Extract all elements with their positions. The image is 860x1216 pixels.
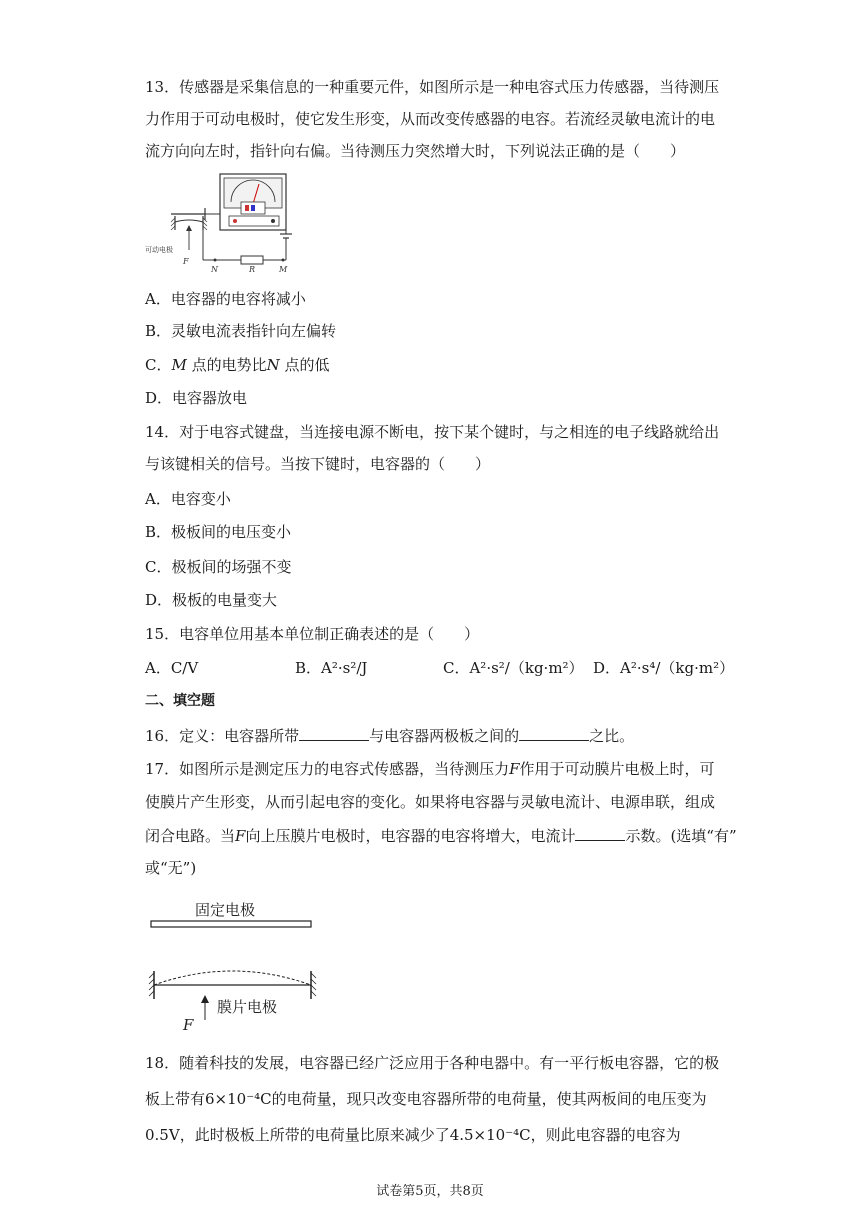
q13-fig-label-electrode: 可动电极 bbox=[145, 246, 173, 254]
q17-line-2: 使膜片产生形变，从而引起电容的变化。如果将电容器与灵敏电流计、电源串联，组成 bbox=[145, 793, 716, 811]
q13-option-a: A．电容器的电容将减小 bbox=[145, 290, 306, 308]
q17-line-3: 闭合电路。当F向上压膜片电极时，电容器的电容将增大，电流计 示数。(选填“有” bbox=[145, 824, 737, 847]
q13-fig-label-m: M bbox=[279, 265, 288, 274]
q14-option-c: C．极板间的场强不变 bbox=[145, 558, 292, 576]
q18-line-3: 0.5V，此时极板上所带的电荷量比原来减少了4.5×10⁻⁴C，则此电容器的电容为 bbox=[145, 1126, 681, 1144]
q17-blank[interactable] bbox=[575, 824, 625, 841]
q13-fig-label-r: R bbox=[249, 265, 256, 274]
q15-stem: 15．电容单位用基本单位制正确表述的是（ ） bbox=[145, 625, 480, 643]
q17-fig-label-membrane: 膜片电极 bbox=[217, 998, 278, 1016]
q17-fig-label-fixed: 固定电极 bbox=[195, 901, 256, 919]
q16-blank-2[interactable] bbox=[519, 724, 589, 741]
page-footer: 试卷第5页，共8页 bbox=[376, 1184, 484, 1199]
q16-blank-1[interactable] bbox=[299, 724, 369, 741]
q16-line: 16．定义：电容器所带 与电容器两极板之间的 之比。 bbox=[145, 724, 634, 747]
q14-line-2: 与该键相关的信号。当按下键时，电容器的（ ） bbox=[145, 455, 491, 473]
q13-circuit-figure bbox=[145, 172, 295, 276]
q14-line-1: 14．对于电容式键盘，当连接电源不断电，按下某个键时，与之相连的电子线路就给出 bbox=[145, 423, 720, 441]
q14-option-d: D．极板的电量变大 bbox=[145, 591, 278, 609]
q18-line-1: 18．随着科技的发展，电容器已经广泛应用于各种电器中。有一平行板电容器，它的极 bbox=[145, 1054, 720, 1072]
q18-line-2: 板上带有6×10⁻⁴C的电荷量，现只改变电容器所带的电荷量，使其两板间的电压变为 bbox=[145, 1090, 707, 1108]
q15-option-d: D．A²·s⁴/（kg·m²） bbox=[593, 659, 735, 677]
q13-line-1: 13．传感器是采集信息的一种重要元件，如图所示是一种电容式压力传感器，当待测压 bbox=[145, 78, 720, 96]
q13-line-2: 力作用于可动电极时，使它发生形变，从而改变传感器的电容。若流经灵敏电流计的电 bbox=[145, 110, 716, 128]
q13-fig-label-f: F bbox=[183, 257, 189, 266]
q17-line-4: 或“无”) bbox=[145, 859, 197, 877]
q17-fig-label-f: F bbox=[183, 1016, 194, 1034]
q14-option-a: A．电容变小 bbox=[145, 490, 231, 508]
q13-fig-label-n: N bbox=[211, 265, 218, 274]
q17-membrane-figure bbox=[145, 895, 325, 1035]
q17-line-1: 17．如图所示是测定压力的电容式传感器，当待测压力F作用于可动膜片电极上时，可 bbox=[145, 760, 715, 778]
q13-option-c: C．M 点的电势比N 点的低 bbox=[145, 356, 330, 374]
q14-option-b: B．极板间的电压变小 bbox=[145, 523, 292, 541]
q15-option-a: A．C/V bbox=[145, 659, 199, 677]
q13-option-b: B．灵敏电流表指针向左偏转 bbox=[145, 322, 337, 340]
section-heading-fill-in: 二、填空题 bbox=[145, 693, 215, 709]
q15-option-b: B．A²·s²/J bbox=[295, 659, 368, 677]
q15-option-c: C．A²·s²/（kg·m²） bbox=[443, 659, 584, 677]
q13-option-d: D．电容器放电 bbox=[145, 389, 248, 407]
q13-line-3: 流方向向左时，指针向右偏。当待测压力突然增大时，下列说法正确的是（ ） bbox=[145, 142, 686, 160]
